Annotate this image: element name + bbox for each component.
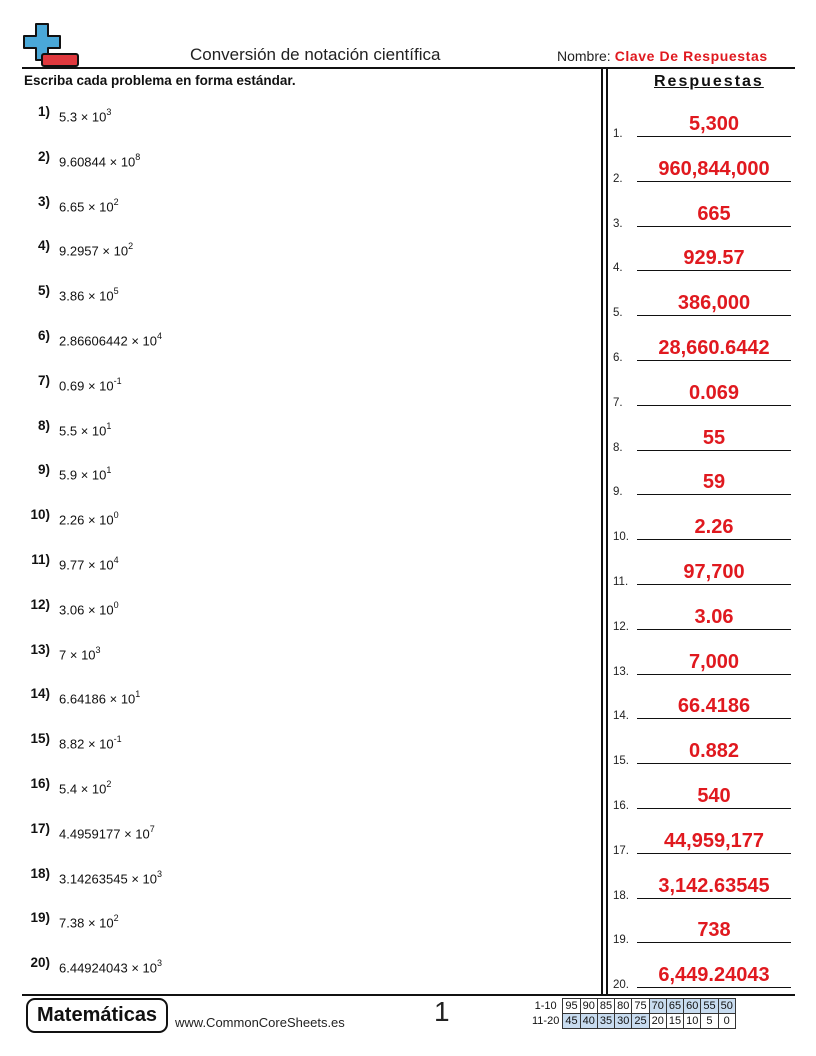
answer-number: 14. — [613, 710, 629, 723]
answer-key-label: Clave De Respuestas — [614, 48, 768, 64]
answer-number: 7. — [613, 396, 623, 409]
answer-number: 5. — [613, 307, 623, 320]
problem-expression — [59, 959, 162, 975]
exponent: 2 — [128, 241, 134, 252]
answer-line — [637, 942, 791, 943]
answer-number: 1. — [613, 128, 623, 140]
times-ten: × 10 — [80, 109, 107, 125]
instructions: Escriba cada problema en forma estándar. — [24, 73, 296, 88]
problem-expression — [59, 825, 155, 841]
exponent: 7 — [149, 823, 155, 834]
score-range-label: 11-20 — [532, 1015, 560, 1027]
answer-value: 929.57 — [683, 247, 745, 270]
answer-number: 11. — [613, 576, 629, 588]
answer-line — [637, 226, 791, 227]
problem-number: 17) — [30, 820, 50, 836]
times-ten: × 10 — [87, 512, 114, 528]
exponent: 3 — [106, 107, 112, 117]
coefficient: 9.60844 — [59, 154, 106, 170]
answer-item — [613, 727, 793, 767]
score-cell: 10 — [684, 1014, 701, 1029]
coefficient: 2.86606442 — [59, 333, 128, 349]
times-ten: × 10 — [109, 154, 136, 170]
answer-value: 3.06 — [694, 605, 734, 628]
times-ten: × 10 — [87, 288, 114, 304]
answers-heading: Respuestas — [654, 73, 764, 90]
times-ten: × 10 — [87, 736, 114, 752]
answer-line — [637, 450, 791, 451]
coefficient: 5.5 — [59, 422, 78, 438]
problem-number: 13) — [30, 641, 50, 657]
answer-value: 0.882 — [688, 740, 740, 763]
exponent: 2 — [113, 913, 119, 924]
answer-item — [613, 369, 793, 409]
answer-item — [613, 503, 793, 543]
coefficient: 6.65 — [59, 198, 85, 214]
problem-expression — [59, 914, 119, 930]
problem-expression — [59, 466, 111, 482]
problem-expression — [59, 556, 119, 572]
answer-line — [637, 853, 791, 854]
answer-line — [637, 136, 791, 137]
answer-item — [613, 772, 793, 812]
answer-value: 59 — [702, 471, 726, 494]
answer-number: 17. — [613, 844, 629, 857]
answer-item — [613, 190, 793, 230]
exponent: 1 — [135, 689, 141, 700]
answer-column-divider — [601, 67, 603, 994]
score-cell: 5 — [701, 1014, 718, 1029]
exponent: -1 — [113, 734, 122, 745]
answer-line — [637, 718, 791, 719]
problem-expression — [59, 287, 119, 303]
answer-value: 960,844,000 — [658, 157, 770, 180]
answer-line — [637, 405, 791, 406]
score-range-label: 1-10 — [534, 1000, 557, 1012]
problem-number: 19) — [30, 910, 50, 926]
plus-minus-logo-icon — [22, 22, 82, 70]
times-ten: × 10 — [80, 422, 107, 438]
coefficient: 5.3 — [59, 109, 78, 125]
answer-value: 540 — [697, 785, 731, 807]
score-cell: 95 — [563, 999, 580, 1014]
answer-item — [613, 458, 793, 498]
worksheet-title: Conversión de notación científica — [190, 45, 441, 64]
answer-number: 9. — [613, 486, 623, 499]
score-cell: 70 — [649, 999, 666, 1014]
exponent: 2 — [113, 196, 119, 207]
answer-item — [613, 548, 793, 588]
coefficient: 2.26 — [59, 512, 85, 528]
answer-value: 55 — [702, 426, 726, 449]
problem-number: 1) — [37, 104, 50, 119]
answer-column-divider — [606, 67, 608, 994]
problem-number: 2) — [37, 148, 50, 164]
times-ten: × 10 — [109, 691, 136, 707]
times-ten: × 10 — [102, 243, 129, 259]
problem-number: 15) — [30, 731, 50, 747]
answer-value: 386,000 — [677, 292, 751, 315]
problem-expression — [59, 108, 111, 124]
score-row — [530, 1014, 735, 1029]
answer-number: 15. — [613, 755, 629, 768]
answer-value: 66.4186 — [677, 695, 751, 718]
answer-line — [637, 539, 791, 540]
answer-value: 738 — [697, 919, 731, 942]
score-cell: 30 — [615, 1014, 632, 1029]
times-ten: × 10 — [131, 870, 157, 886]
score-cell: 55 — [701, 999, 718, 1014]
exponent: 0 — [113, 599, 119, 610]
score-cell: 75 — [632, 999, 649, 1014]
problem-expression — [59, 601, 119, 617]
brand-badge: Matemáticas — [26, 998, 168, 1033]
exponent: 4 — [113, 555, 119, 565]
exponent: 0 — [113, 510, 119, 521]
coefficient: 9.77 — [59, 557, 85, 573]
problem-expression — [59, 870, 162, 886]
answer-item — [613, 638, 793, 678]
problem-expression — [59, 242, 133, 258]
problem-number: 18) — [30, 865, 50, 881]
score-cell: 20 — [649, 1014, 666, 1029]
problem-expression — [59, 690, 140, 706]
answer-number: 20. — [613, 979, 629, 992]
coefficient: 7 — [59, 646, 67, 662]
exponent: 3 — [95, 644, 101, 655]
exponent: 3 — [156, 958, 162, 969]
answer-item — [613, 324, 793, 364]
answer-item — [613, 593, 793, 633]
answer-item — [613, 862, 793, 902]
problem-number: 6) — [37, 328, 50, 343]
answer-line — [637, 808, 791, 809]
problem-number: 9) — [37, 462, 50, 478]
coefficient: 5.9 — [59, 467, 78, 483]
answer-value: 28,660.6442 — [658, 337, 770, 359]
problem-expression — [59, 646, 101, 662]
exponent: 8 — [135, 151, 141, 162]
answer-item — [613, 279, 793, 319]
score-cell: 65 — [666, 999, 683, 1014]
times-ten: × 10 — [124, 826, 150, 842]
problem-number: 4) — [37, 238, 50, 254]
score-cell: 85 — [597, 999, 614, 1014]
answer-value: 5,300 — [688, 113, 740, 135]
answer-number: 12. — [613, 620, 629, 633]
problem-number: 7) — [37, 372, 50, 388]
header-rule — [22, 67, 795, 69]
answer-number: 3. — [613, 217, 623, 230]
score-table — [530, 998, 736, 1029]
exponent: 3 — [156, 868, 162, 879]
answer-number: 8. — [613, 441, 623, 454]
times-ten: × 10 — [87, 602, 114, 618]
answer-line — [637, 315, 791, 316]
answer-number: 16. — [613, 800, 629, 812]
coefficient: 7.38 — [59, 915, 85, 931]
answer-value: 0.069 — [688, 381, 740, 404]
coefficient: 0.69 — [59, 378, 85, 394]
answer-item — [613, 817, 793, 857]
answer-item — [613, 100, 793, 140]
name-label: Nombre: — [557, 48, 611, 64]
answer-value: 3,142.63545 — [658, 874, 770, 897]
coefficient: 3.86 — [59, 288, 85, 304]
answer-value: 6,449.24043 — [658, 964, 770, 987]
problem-number: 8) — [37, 417, 50, 433]
problem-expression — [59, 511, 119, 527]
times-ten: × 10 — [80, 467, 107, 483]
answer-value: 97,700 — [683, 561, 745, 583]
answer-item — [613, 682, 793, 722]
score-cell: 35 — [597, 1014, 614, 1029]
answer-item — [613, 906, 793, 946]
times-ten: × 10 — [131, 333, 157, 349]
answer-value: 665 — [697, 202, 731, 225]
problem-number: 14) — [30, 686, 50, 702]
answer-line — [637, 763, 791, 764]
answer-line — [637, 360, 791, 361]
problem-expression — [59, 735, 122, 751]
times-ten: × 10 — [87, 557, 114, 573]
name-field — [557, 48, 768, 64]
answer-value: 2.26 — [694, 516, 734, 539]
answer-number: 10. — [613, 531, 629, 544]
problem-expression — [59, 422, 111, 438]
page-number: 1 — [434, 996, 450, 1027]
coefficient: 3.14263545 — [59, 870, 128, 886]
times-ten: × 10 — [131, 960, 157, 976]
times-ten: × 10 — [80, 781, 107, 797]
answer-number: 18. — [613, 889, 629, 902]
answer-line — [637, 584, 791, 585]
exponent: -1 — [113, 375, 122, 386]
answer-number: 4. — [613, 262, 623, 275]
times-ten: × 10 — [69, 646, 96, 662]
answer-value: 44,959,177 — [663, 829, 765, 852]
answer-number: 2. — [613, 172, 623, 185]
coefficient: 9.2957 — [59, 243, 99, 259]
score-row — [530, 999, 735, 1014]
answer-number: 19. — [613, 934, 629, 947]
coefficient: 8.82 — [59, 736, 85, 752]
exponent: 4 — [156, 331, 162, 341]
problem-number: 10) — [30, 507, 50, 523]
times-ten: × 10 — [87, 198, 114, 214]
score-cell: 90 — [580, 999, 597, 1014]
problem-expression — [59, 780, 111, 796]
score-cell: 80 — [615, 999, 632, 1014]
exponent: 2 — [106, 779, 112, 789]
answer-line — [637, 629, 791, 630]
answer-line — [637, 898, 791, 899]
answer-line — [637, 674, 791, 675]
answer-line — [637, 494, 791, 495]
problem-expression — [59, 153, 140, 169]
problem-number: 12) — [30, 596, 50, 612]
score-cell: 60 — [684, 999, 701, 1014]
score-cell: 25 — [632, 1014, 649, 1029]
coefficient: 4.4959177 — [59, 826, 121, 842]
exponent: 5 — [113, 286, 119, 297]
answer-item — [613, 951, 793, 991]
exponent: 1 — [106, 465, 112, 476]
coefficient: 5.4 — [59, 781, 78, 797]
answer-line — [637, 987, 791, 988]
score-cell: 15 — [666, 1014, 683, 1029]
answer-number: 6. — [613, 352, 623, 364]
problem-number: 3) — [37, 193, 50, 209]
answer-item — [613, 145, 793, 185]
coefficient: 3.06 — [59, 602, 85, 618]
answer-line — [637, 181, 791, 182]
footer-rule — [22, 994, 795, 996]
problem-number: 5) — [37, 283, 50, 299]
times-ten: × 10 — [87, 378, 114, 394]
answer-item — [613, 414, 793, 454]
problem-number: 20) — [30, 955, 50, 971]
times-ten: × 10 — [87, 915, 114, 931]
answer-number: 13. — [613, 665, 629, 678]
problem-expression — [59, 377, 122, 393]
score-cell: 40 — [580, 1014, 597, 1029]
coefficient: 6.64186 — [59, 691, 106, 707]
problem-expression — [59, 198, 119, 214]
coefficient: 6.44924043 — [59, 960, 128, 976]
problem-number: 16) — [30, 776, 50, 791]
exponent: 1 — [106, 420, 112, 431]
answer-line — [637, 270, 791, 271]
problem-expression — [59, 332, 162, 348]
answer-item — [613, 234, 793, 274]
score-cell: 45 — [563, 1014, 580, 1029]
problem-number: 11) — [31, 552, 50, 567]
answer-value: 7,000 — [688, 650, 740, 673]
score-cell: 50 — [718, 999, 735, 1014]
score-cell: 0 — [718, 1014, 735, 1029]
website-link[interactable]: www.CommonCoreSheets.es — [175, 1015, 345, 1030]
